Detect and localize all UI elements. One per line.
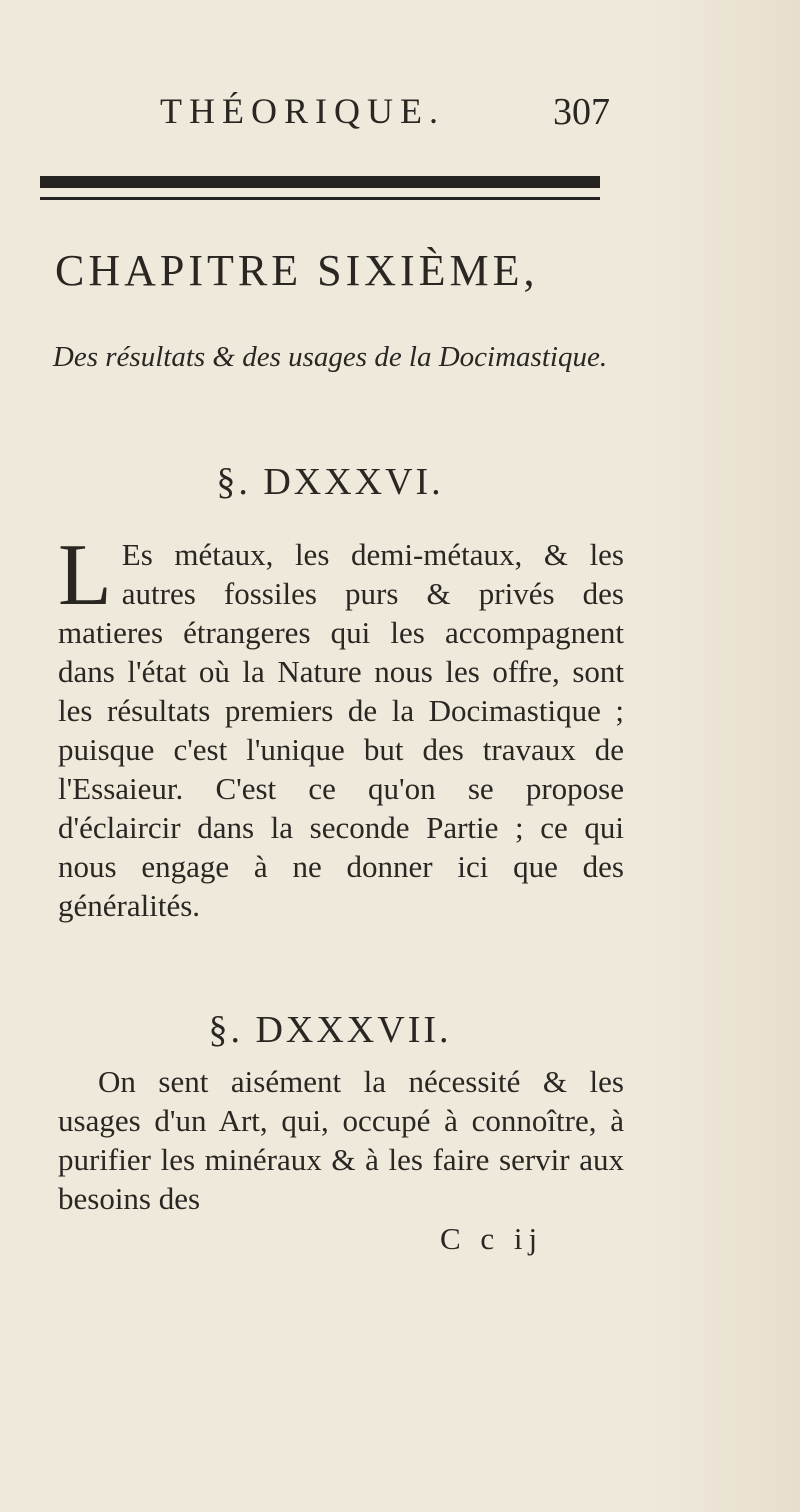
paragraph-2: On sent aisément la nécessité & les usages d'un Art, qui, occupé à connoître, à purifier les minéraux & à les faire servir aux besoins des [58,1064,624,1216]
page-number: 307 [553,91,610,133]
section-heading-1: §. DXXXVI. [216,461,444,503]
paragraph-1-text: Es métaux, les demi-métaux, & les autres fossiles purs & privés des matieres étrangeres qui les accompagnent dans l'état où la Nature nous les offre, sont les résultats premiers de la Docimastique ; puisque c'est l'unique but des travaux de l'Essaieur. C'est ce qu'on se propose d'éclaircir dans la seconde Partie ; ce qui nous engage à ne donner ici que des généralités. [58,537,624,923]
decorative-rule-thick [40,176,600,188]
signature-catchword: C c ij [440,1221,544,1256]
paragraph-1 [58,527,624,925]
section-heading-2: §. DXXXVII. [208,1009,452,1051]
drop-cap: L [58,527,112,624]
decorative-rule-thin [40,197,600,200]
chapter-title: CHAPITRE SIXIÈME, [55,246,539,295]
page-gutter-shadow [650,0,800,1512]
running-head [160,90,610,140]
running-title: THÉORIQUE. [160,91,445,131]
chapter-subtitle: Des résultats & des usages de la Docimastique. [52,341,608,373]
